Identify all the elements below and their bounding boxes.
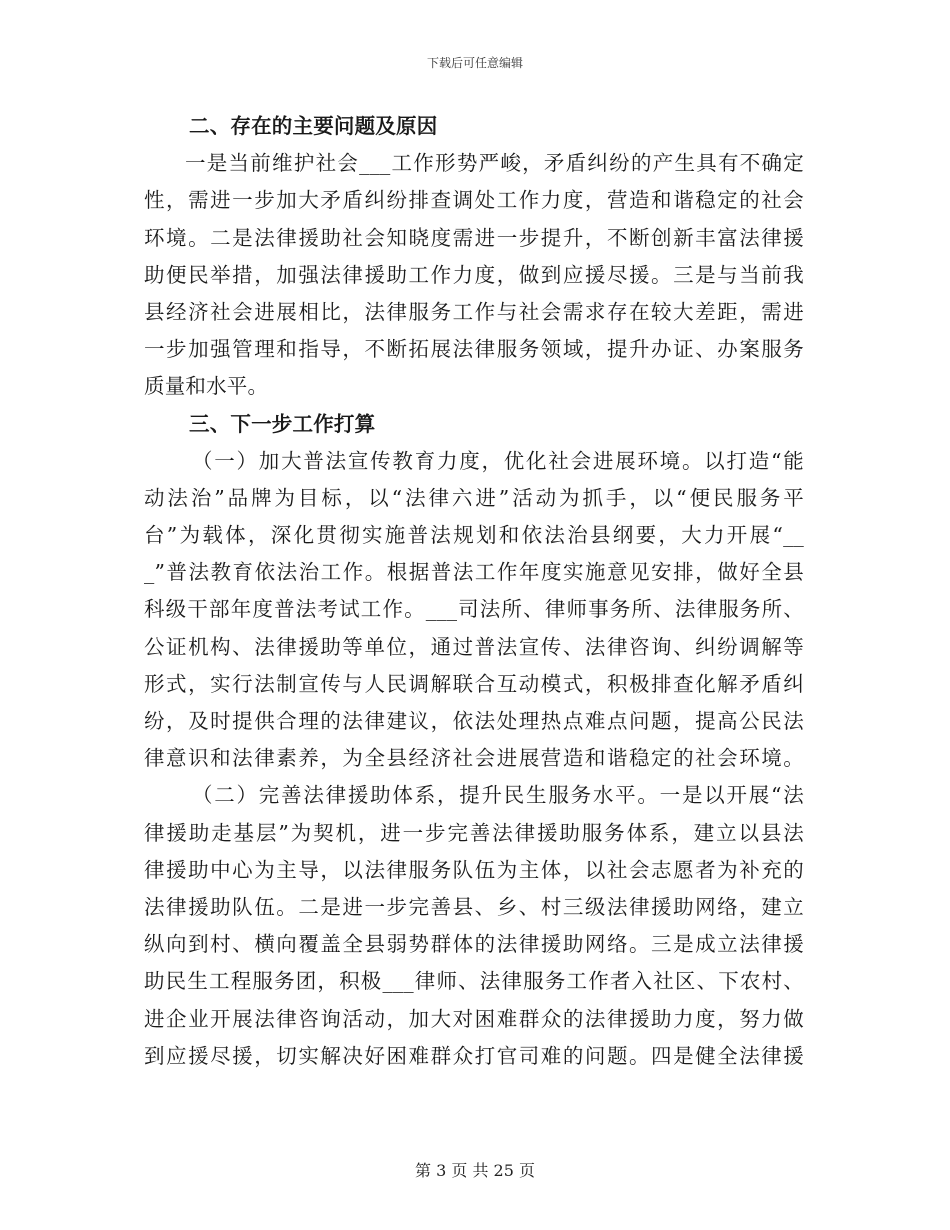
- paragraph-line: 律援助中心为主导，以法律服务队伍为主体，以社会志愿者为补充的: [144, 857, 804, 882]
- paragraph-line: 法律援助队伍。二是进一步完善县、乡、村三级法律援助网络，建立: [144, 894, 804, 919]
- paragraph-line: 台”为载体，深化贯彻实施普法规划和依法治县纲要，大力开展“__: [144, 523, 804, 548]
- paragraph-line: 县经济社会进展相比，法律服务工作与社会需求存在较大差距，需进: [144, 299, 804, 324]
- document-body: [144, 108, 804, 1075]
- paragraph-line: 助民生工程服务团，积极___律师、法律服务工作者入社区、下农村、: [144, 969, 804, 994]
- paragraph-line: 律援助走基层”为契机，进一步完善法律援助服务体系，建立以县法: [144, 820, 804, 845]
- paragraph-line: 到应援尽援，切实解决好困难群众打官司难的问题。四是健全法律援: [144, 1043, 804, 1068]
- paragraph-line: _”普法教育依法治工作。根据普法工作年度实施意见安排，做好全县: [144, 560, 804, 585]
- paragraph-line: （二）完善法律援助体系，提升民生服务水平。一是以开展“法: [192, 783, 804, 808]
- section-heading-next-steps: 三、下一步工作打算: [189, 411, 376, 436]
- paragraph-line: 纵向到村、横向覆盖全县弱势群体的法律援助网络。三是成立法律援: [144, 932, 804, 957]
- section-heading-problems: 二、存在的主要问题及原因: [189, 114, 438, 138]
- paragraph-line: 性，需进一步加大矛盾纠纷排查调处工作力度，营造和谐稳定的社会: [144, 188, 804, 213]
- paragraph-line: 一是当前维护社会___工作形势严峻，矛盾纠纷的产生具有不确定: [185, 151, 804, 176]
- paragraph-line: 一步加强管理和指导，不断拓展法律服务领域，提升办证、办案服务: [144, 337, 804, 362]
- page-header: 下载后可任意编辑: [426, 56, 523, 70]
- paragraph-line: 公证机构、法律援助等单位，通过普法宣传、法律咨询、纠纷调解等: [144, 634, 804, 659]
- paragraph-line: （一）加大普法宣传教育力度，优化社会进展环境。以打造“能: [192, 448, 804, 473]
- paragraph-line: 助便民举措，加强法律援助工作力度，做到应援尽援。三是与当前我: [144, 262, 804, 287]
- paragraph-line: 进企业开展法律咨询活动，加大对困难群众的法律援助力度，努力做: [144, 1006, 804, 1031]
- paragraph-line: 环境。二是法律援助社会知晓度需进一步提升，不断创新丰富法律援: [144, 225, 804, 250]
- paragraph-line: 形式，实行法制宣传与人民调解联合互动模式，积极排查化解矛盾纠: [144, 671, 804, 696]
- paragraph-line: 动法治”品牌为目标，以“法律六进”活动为抓手，以“便民服务平: [144, 485, 804, 510]
- paragraph-line: 律意识和法律素养，为全县经济社会进展营造和谐稳定的社会环境。: [144, 746, 804, 771]
- paragraph-line: 纷，及时提供合理的法律建议，依法处理热点难点问题，提高公民法: [144, 709, 804, 733]
- paragraph-line: 质量和水平。: [144, 374, 269, 399]
- page-number: 第 3 页 共 25 页: [415, 1161, 535, 1180]
- paragraph-line: 科级干部年度普法考试工作。___司法所、律师事务所、法律服务所、: [144, 597, 804, 622]
